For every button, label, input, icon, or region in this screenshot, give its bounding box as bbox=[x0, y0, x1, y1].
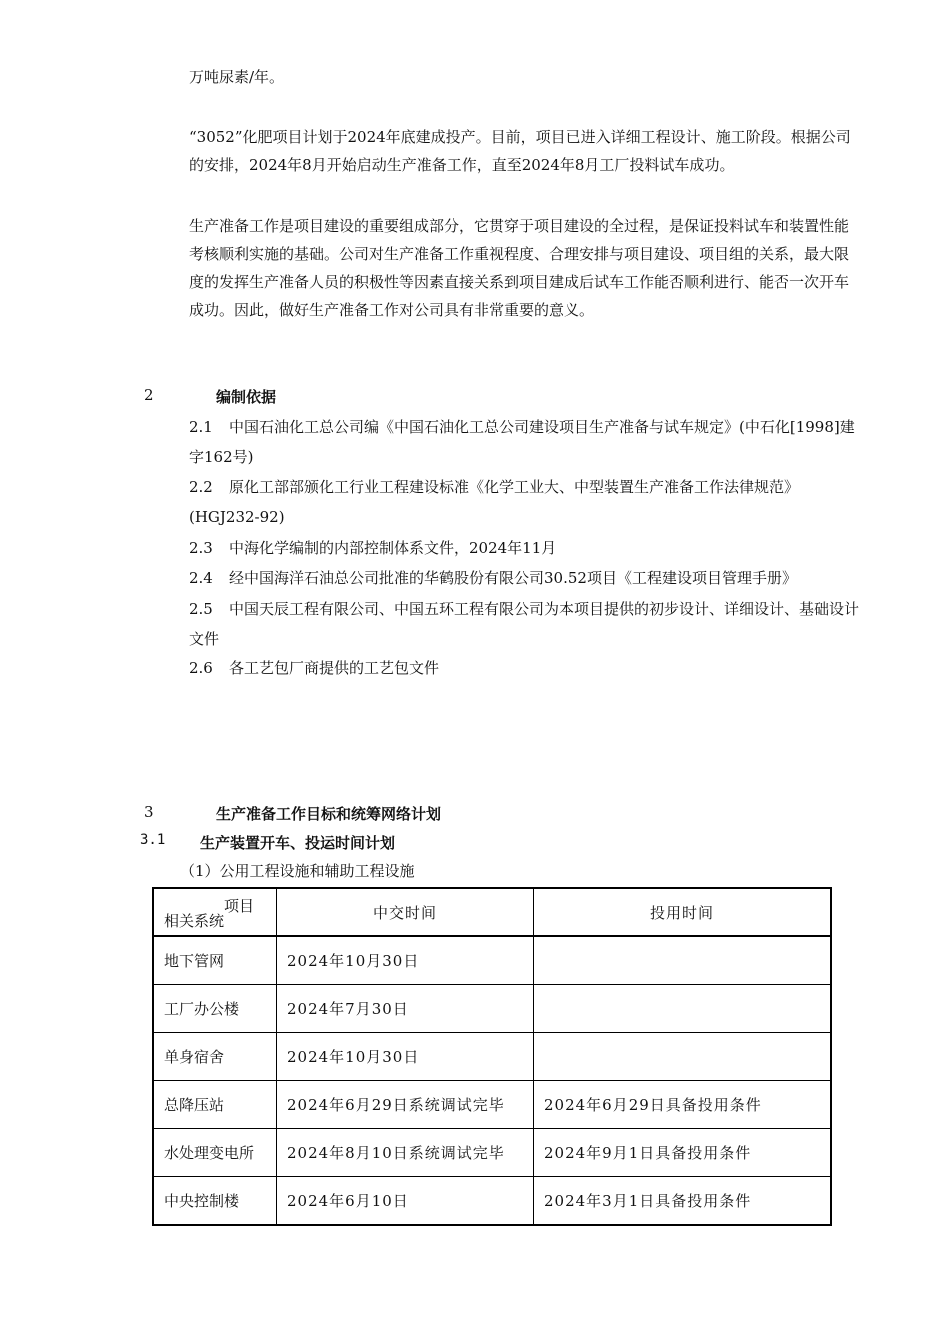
table-row bbox=[153, 1177, 831, 1226]
header-item-label: 项目 bbox=[223, 897, 254, 915]
cell-use bbox=[534, 1033, 832, 1081]
reference-text: 中海化学编制的内部控制体系文件，2024年11月 bbox=[229, 539, 557, 557]
cell-handover: 2024年8月10日系统调试完毕 bbox=[277, 1129, 534, 1177]
section-3-title: 生产准备工作目标和统筹网络计划 bbox=[216, 805, 442, 823]
table-row bbox=[153, 1081, 831, 1129]
cell-system: 总降压站 bbox=[153, 1081, 277, 1129]
cell-system: 中央控制楼 bbox=[153, 1177, 277, 1226]
intro-line: 万吨尿素/年。 bbox=[189, 68, 285, 86]
reference-number: 2.1 bbox=[189, 418, 213, 436]
cell-handover: 2024年7月30日 bbox=[277, 985, 534, 1033]
cell-handover: 2024年10月30日 bbox=[277, 1033, 534, 1081]
reference-item bbox=[189, 412, 869, 472]
cell-use bbox=[534, 936, 832, 985]
reference-number: 2.2 bbox=[189, 478, 213, 496]
table-row bbox=[153, 1033, 831, 1081]
header-system-label: 相关系统 bbox=[164, 912, 225, 930]
table-caption: （1）公用工程设施和辅助工程设施 bbox=[180, 862, 415, 880]
subsection-title: 生产装置开车、投运时间计划 bbox=[200, 834, 396, 852]
cell-system: 水处理变电所 bbox=[153, 1129, 277, 1177]
header-diagonal-cell bbox=[153, 888, 277, 936]
section-2-number: 2 bbox=[144, 386, 154, 404]
reference-item bbox=[189, 533, 869, 563]
reference-text: 中国天辰工程有限公司、中国五环工程有限公司为本项目提供的初步设计、详细设计、基础设计文件 bbox=[189, 600, 860, 648]
cell-handover: 2024年6月29日系统调试完毕 bbox=[277, 1081, 534, 1129]
cell-handover: 2024年10月30日 bbox=[277, 936, 534, 985]
subsection-number: 3.1 bbox=[140, 832, 166, 848]
section-3-number: 3 bbox=[144, 803, 154, 821]
header-use-time: 投用时间 bbox=[534, 888, 832, 936]
cell-use: 2024年6月29日具备投用条件 bbox=[534, 1081, 832, 1129]
reference-text: 中国石油化工总公司编《中国石油化工总公司建设项目生产准备与试车规定》(中石化[1998]建字162号) bbox=[189, 418, 855, 466]
reference-item bbox=[189, 563, 869, 593]
reference-text: 经中国海洋石油总公司批准的华鹤股份有限公司30.52项目《工程建设项目管理手册》 bbox=[229, 569, 797, 587]
cell-handover: 2024年6月10日 bbox=[277, 1177, 534, 1226]
reference-text: 原化工部部颁化工行业工程建设标准《化学工业大、中型装置生产准备工作法律规范》(HGJ232-92) bbox=[189, 478, 800, 526]
table-header-row bbox=[153, 888, 831, 936]
cell-use: 2024年3月1日具备投用条件 bbox=[534, 1177, 832, 1226]
table-row bbox=[153, 1129, 831, 1177]
reference-text: 各工艺包厂商提供的工艺包文件 bbox=[229, 659, 440, 677]
reference-number: 2.5 bbox=[189, 600, 213, 618]
reference-item bbox=[189, 653, 869, 683]
reference-item bbox=[189, 472, 869, 532]
cell-system: 工厂办公楼 bbox=[153, 985, 277, 1033]
reference-number: 2.4 bbox=[189, 569, 213, 587]
reference-number: 2.3 bbox=[189, 539, 213, 557]
reference-number: 2.6 bbox=[189, 659, 213, 677]
table-row bbox=[153, 936, 831, 985]
cell-system: 地下管网 bbox=[153, 936, 277, 985]
schedule-table bbox=[152, 887, 832, 1226]
section-2-title: 编制依据 bbox=[216, 388, 277, 406]
intro-paragraph-2: 生产准备工作是项目建设的重要组成部分，它贯穿于项目建设的全过程，是保证投料试车和装置性能考核顺利实施的基础。公司对生产准备工作重视程度、合理安排与项目建设、项目组的关系，最大限度的发挥生产准备人员的积极性等因素直接关系到项目建成后试车工作能否顺利进行、能否一次开车成功。因此，做好生产准备工作对公司具有非常重要的意义。 bbox=[189, 217, 850, 319]
cell-system: 单身宿舍 bbox=[153, 1033, 277, 1081]
intro-paragraph-1: “3052”化肥项目计划于2024年底建成投产。目前，项目已进入详细工程设计、施工阶段。根据公司的安排，2024年8月开始启动生产准备工作，直至2024年8月工厂投料试车成功。 bbox=[189, 128, 851, 174]
reference-item bbox=[189, 594, 869, 654]
cell-use: 2024年9月1日具备投用条件 bbox=[534, 1129, 832, 1177]
header-handover-time: 中交时间 bbox=[277, 888, 534, 936]
table-row bbox=[153, 985, 831, 1033]
cell-use bbox=[534, 985, 832, 1033]
